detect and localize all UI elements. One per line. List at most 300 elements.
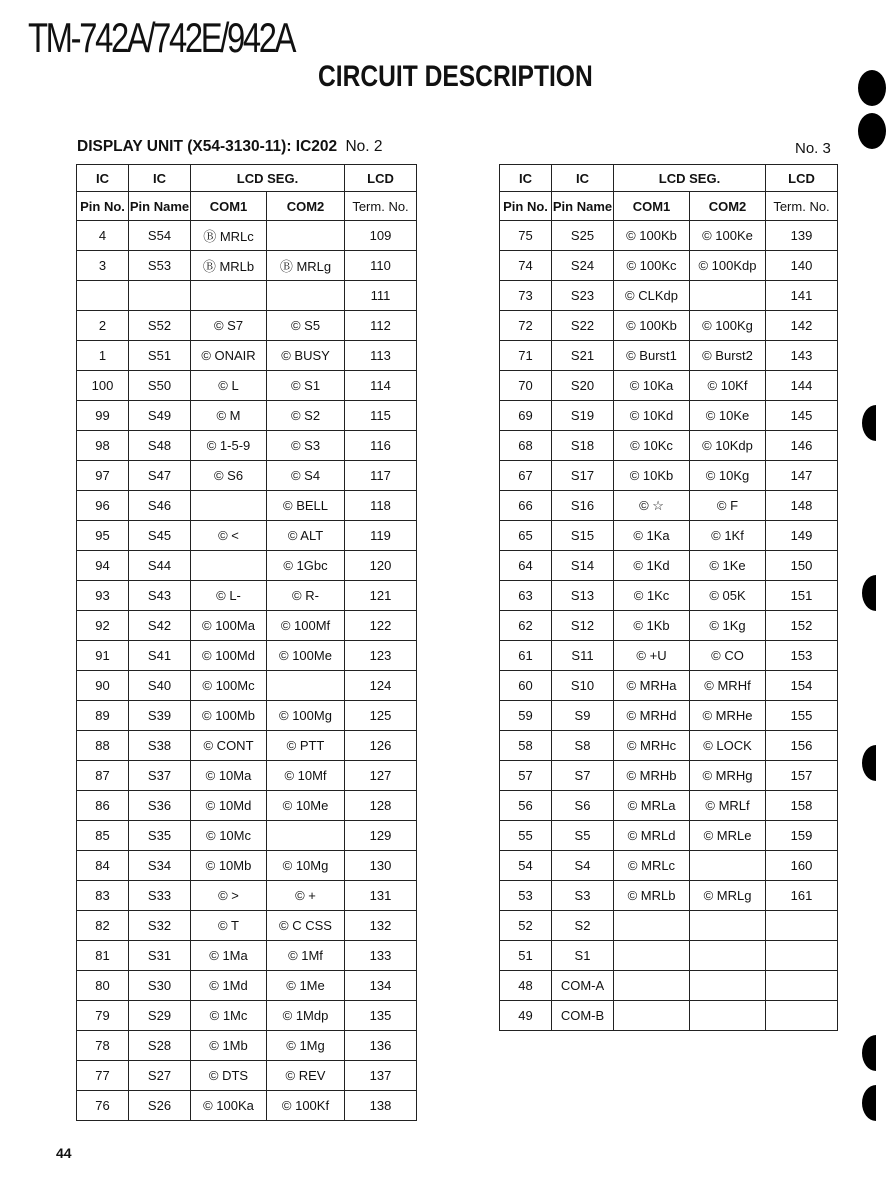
table-row	[77, 251, 417, 281]
pin-name: S28	[129, 1031, 191, 1061]
com2-segment: © PTT	[267, 731, 345, 761]
pin-name: S40	[129, 671, 191, 701]
pin-number: 58	[500, 731, 552, 761]
binder-tab-mark	[862, 745, 890, 781]
header-ic: IC	[77, 165, 129, 192]
com1-segment: © 10Kb	[614, 461, 690, 491]
binder-tab-mark	[858, 70, 886, 106]
lcd-term-number: 130	[345, 851, 417, 881]
binder-tab-mark	[858, 113, 886, 149]
com2-segment: © 1Me	[267, 971, 345, 1001]
com2-segment: © 100Mg	[267, 701, 345, 731]
com2-segment: © CO	[690, 641, 766, 671]
pin-number: 80	[77, 971, 129, 1001]
com2-segment	[267, 281, 345, 311]
header-lcd: LCD	[766, 165, 838, 192]
com2-segment: © 05K	[690, 581, 766, 611]
pin-name: S22	[552, 311, 614, 341]
lcd-term-number: 128	[345, 791, 417, 821]
pin-number: 4	[77, 221, 129, 251]
lcd-term-number: 126	[345, 731, 417, 761]
pin-name: S19	[552, 401, 614, 431]
pin-name: S7	[552, 761, 614, 791]
header-pin-name: Pin Name	[552, 192, 614, 221]
pin-number: 59	[500, 701, 552, 731]
com1-segment: © 10Ma	[191, 761, 267, 791]
table-row	[500, 611, 838, 641]
lcd-term-number: 136	[345, 1031, 417, 1061]
pin-name: S35	[129, 821, 191, 851]
com2-segment: © MRHg	[690, 761, 766, 791]
pin-name: S20	[552, 371, 614, 401]
pin-name: S4	[552, 851, 614, 881]
header-com2: COM2	[690, 192, 766, 221]
com1-segment: © Burst1	[614, 341, 690, 371]
table-row	[500, 1001, 838, 1031]
com1-segment: © +U	[614, 641, 690, 671]
table-row	[500, 401, 838, 431]
com2-segment: © 100Kf	[267, 1091, 345, 1121]
com1-segment: © 10Md	[191, 791, 267, 821]
com2-segment: © 100Kdp	[690, 251, 766, 281]
com2-segment: Ⓑ MRLg	[267, 251, 345, 281]
pin-number: 54	[500, 851, 552, 881]
com2-segment: © S5	[267, 311, 345, 341]
lcd-term-number: 113	[345, 341, 417, 371]
pin-name: S9	[552, 701, 614, 731]
pin-number: 57	[500, 761, 552, 791]
com2-segment: © 100Kg	[690, 311, 766, 341]
lcd-term-number: 154	[766, 671, 838, 701]
lcd-term-number: 151	[766, 581, 838, 611]
com1-segment: © 100Kb	[614, 311, 690, 341]
lcd-term-number: 120	[345, 551, 417, 581]
pin-number: 56	[500, 791, 552, 821]
com2-segment	[267, 221, 345, 251]
pin-name: S25	[552, 221, 614, 251]
com1-segment: © L-	[191, 581, 267, 611]
com1-segment: © MRLb	[614, 881, 690, 911]
com1-segment: © 1Mc	[191, 1001, 267, 1031]
pin-number: 99	[77, 401, 129, 431]
lcd-term-number: 161	[766, 881, 838, 911]
pin-name: S49	[129, 401, 191, 431]
com2-segment	[690, 281, 766, 311]
com1-segment: © 100Ka	[191, 1091, 267, 1121]
table-row	[500, 701, 838, 731]
subtitle-text: DISPLAY UNIT (X54-3130-11): IC202	[77, 138, 338, 155]
pin-number: 98	[77, 431, 129, 461]
com2-segment: © BUSY	[267, 341, 345, 371]
pin-number: 77	[77, 1061, 129, 1091]
pin-number: 84	[77, 851, 129, 881]
com1-segment: © 1Ma	[191, 941, 267, 971]
com1-segment: © ONAIR	[191, 341, 267, 371]
lcd-term-number: 141	[766, 281, 838, 311]
com2-segment	[690, 1001, 766, 1031]
pin-number: 66	[500, 491, 552, 521]
header-com1: COM1	[614, 192, 690, 221]
pin-number: 94	[77, 551, 129, 581]
pin-number: 69	[500, 401, 552, 431]
table-row	[77, 1091, 417, 1121]
pin-name: COM-A	[552, 971, 614, 1001]
com1-segment: Ⓑ MRLb	[191, 251, 267, 281]
com2-segment: © MRHf	[690, 671, 766, 701]
com1-segment: © DTS	[191, 1061, 267, 1091]
table-row	[500, 671, 838, 701]
header-com1: COM1	[191, 192, 267, 221]
pin-name: S39	[129, 701, 191, 731]
pin-number: 68	[500, 431, 552, 461]
pin-number: 63	[500, 581, 552, 611]
pin-name: S1	[552, 941, 614, 971]
lcd-term-number: 133	[345, 941, 417, 971]
com2-segment: © 1Ke	[690, 551, 766, 581]
pin-name: S34	[129, 851, 191, 881]
table-row	[500, 791, 838, 821]
pin-name: S52	[129, 311, 191, 341]
pin-number: 71	[500, 341, 552, 371]
com1-segment: © S7	[191, 311, 267, 341]
pin-name: S2	[552, 911, 614, 941]
com2-segment: © 10Mf	[267, 761, 345, 791]
pin-number: 78	[77, 1031, 129, 1061]
com2-segment: © S3	[267, 431, 345, 461]
com1-segment: © 1Kb	[614, 611, 690, 641]
com1-segment: © MRHb	[614, 761, 690, 791]
com1-segment	[614, 1001, 690, 1031]
pin-number: 64	[500, 551, 552, 581]
binder-tab-mark	[862, 1035, 890, 1071]
pin-name: S42	[129, 611, 191, 641]
pin-name: S8	[552, 731, 614, 761]
section-subtitle	[77, 138, 383, 156]
pin-number: 70	[500, 371, 552, 401]
lcd-term-number: 111	[345, 281, 417, 311]
com1-segment: © 1Ka	[614, 521, 690, 551]
pin-name: S47	[129, 461, 191, 491]
pin-number: 95	[77, 521, 129, 551]
pin-name: S38	[129, 731, 191, 761]
com2-segment	[690, 911, 766, 941]
pin-number: 75	[500, 221, 552, 251]
pin-name: S24	[552, 251, 614, 281]
pin-name: COM-B	[552, 1001, 614, 1031]
com1-segment: © >	[191, 881, 267, 911]
com2-segment: © 1Gbc	[267, 551, 345, 581]
lcd-term-number: 156	[766, 731, 838, 761]
page-title: CIRCUIT DESCRIPTION	[318, 60, 593, 93]
pin-number: 86	[77, 791, 129, 821]
com1-segment	[614, 911, 690, 941]
table-row	[77, 431, 417, 461]
pin-name: S13	[552, 581, 614, 611]
table-row	[77, 581, 417, 611]
header-pin-name: Pin Name	[129, 192, 191, 221]
pin-number: 3	[77, 251, 129, 281]
lcd-term-number: 159	[766, 821, 838, 851]
pin-number: 49	[500, 1001, 552, 1031]
com2-segment	[267, 821, 345, 851]
com2-segment	[690, 971, 766, 1001]
com1-segment: © CLKdp	[614, 281, 690, 311]
lcd-term-number: 147	[766, 461, 838, 491]
com2-segment: © MRLg	[690, 881, 766, 911]
com1-segment: © CONT	[191, 731, 267, 761]
lcd-term-number: 115	[345, 401, 417, 431]
com2-segment: © 10Kg	[690, 461, 766, 491]
lcd-term-number: 127	[345, 761, 417, 791]
table-row	[77, 1001, 417, 1031]
com2-segment: © 10Mg	[267, 851, 345, 881]
com1-segment: Ⓑ MRLc	[191, 221, 267, 251]
page-number: 44	[56, 1145, 72, 1161]
lcd-term-number: 140	[766, 251, 838, 281]
com2-segment: © 100Mf	[267, 611, 345, 641]
pin-number: 93	[77, 581, 129, 611]
table-row	[77, 701, 417, 731]
pin-name: S21	[552, 341, 614, 371]
table-row	[500, 461, 838, 491]
com2-segment: © 10Me	[267, 791, 345, 821]
pin-name: S54	[129, 221, 191, 251]
pin-number: 65	[500, 521, 552, 551]
com2-segment: © +	[267, 881, 345, 911]
table-row	[77, 341, 417, 371]
pin-name: S30	[129, 971, 191, 1001]
com1-segment: © T	[191, 911, 267, 941]
com2-segment: © MRLf	[690, 791, 766, 821]
lcd-term-number: 109	[345, 221, 417, 251]
table-row	[77, 551, 417, 581]
pin-number: 97	[77, 461, 129, 491]
com1-segment: © 1Kd	[614, 551, 690, 581]
com2-segment	[690, 851, 766, 881]
binder-tab-mark	[862, 575, 890, 611]
com1-segment: © 1-5-9	[191, 431, 267, 461]
pin-number: 51	[500, 941, 552, 971]
pin-number: 87	[77, 761, 129, 791]
table-row	[77, 761, 417, 791]
table-row	[500, 431, 838, 461]
com2-segment: © Burst2	[690, 341, 766, 371]
pin-name: S3	[552, 881, 614, 911]
com1-segment	[191, 551, 267, 581]
com1-segment: © MRLd	[614, 821, 690, 851]
pin-number: 2	[77, 311, 129, 341]
header-pin-no: Pin No.	[77, 192, 129, 221]
pin-name: S16	[552, 491, 614, 521]
table-row	[77, 281, 417, 311]
lcd-term-number: 117	[345, 461, 417, 491]
com2-segment: © F	[690, 491, 766, 521]
com1-segment: © 1Md	[191, 971, 267, 1001]
com2-segment: © 10Kf	[690, 371, 766, 401]
table-row	[77, 401, 417, 431]
pin-name: S32	[129, 911, 191, 941]
binder-tab-mark	[862, 405, 890, 441]
pin-name: S6	[552, 791, 614, 821]
com1-segment: © MRLc	[614, 851, 690, 881]
binder-tab-mark	[862, 1085, 890, 1121]
com2-segment: © 1Kg	[690, 611, 766, 641]
com1-segment: © 100Md	[191, 641, 267, 671]
table-row	[500, 311, 838, 341]
pin-name: S51	[129, 341, 191, 371]
table-row	[500, 371, 838, 401]
pin-name: S48	[129, 431, 191, 461]
lcd-term-number	[766, 911, 838, 941]
pin-number: 55	[500, 821, 552, 851]
model-number: TM-742A/742E/942A	[28, 14, 295, 61]
com2-segment: © 100Ke	[690, 221, 766, 251]
lcd-term-number: 144	[766, 371, 838, 401]
pin-name: S15	[552, 521, 614, 551]
com2-segment: © 10Kdp	[690, 431, 766, 461]
pin-number	[77, 281, 129, 311]
pin-number: 90	[77, 671, 129, 701]
pin-number: 73	[500, 281, 552, 311]
com2-segment: © ALT	[267, 521, 345, 551]
lcd-term-number: 149	[766, 521, 838, 551]
table-row	[500, 941, 838, 971]
com1-segment: © 100Kc	[614, 251, 690, 281]
pin-name: S23	[552, 281, 614, 311]
pin-name: S36	[129, 791, 191, 821]
com1-segment: © 10Mc	[191, 821, 267, 851]
table-row	[77, 611, 417, 641]
lcd-term-number	[766, 971, 838, 1001]
table-row	[500, 251, 838, 281]
header-term-no: Term. No.	[345, 192, 417, 221]
header-com2: COM2	[267, 192, 345, 221]
pin-name: S53	[129, 251, 191, 281]
pin-name: S37	[129, 761, 191, 791]
lcd-term-number: 135	[345, 1001, 417, 1031]
table-row	[77, 491, 417, 521]
com1-segment: © MRHa	[614, 671, 690, 701]
lcd-term-number: 129	[345, 821, 417, 851]
com1-segment: © 10Ka	[614, 371, 690, 401]
com1-segment: © ☆	[614, 491, 690, 521]
lcd-term-number: 155	[766, 701, 838, 731]
table-row	[500, 491, 838, 521]
table-row	[77, 941, 417, 971]
pin-name: S27	[129, 1061, 191, 1091]
com1-segment: © MRHc	[614, 731, 690, 761]
lcd-term-number: 145	[766, 401, 838, 431]
pin-name: S45	[129, 521, 191, 551]
com2-segment: © 1Mdp	[267, 1001, 345, 1031]
pin-number: 83	[77, 881, 129, 911]
pin-name: S43	[129, 581, 191, 611]
com2-segment: © 1Kf	[690, 521, 766, 551]
table-row	[500, 221, 838, 251]
com1-segment: © 10Kd	[614, 401, 690, 431]
header-ic: IC	[500, 165, 552, 192]
lcd-term-number: 143	[766, 341, 838, 371]
pin-name: S29	[129, 1001, 191, 1031]
subtitle-number: No. 2	[345, 138, 383, 155]
com2-segment: © S2	[267, 401, 345, 431]
lcd-term-number: 122	[345, 611, 417, 641]
pin-number: 89	[77, 701, 129, 731]
table-row	[500, 821, 838, 851]
header-term-no: Term. No.	[766, 192, 838, 221]
table-row	[500, 281, 838, 311]
pin-number: 91	[77, 641, 129, 671]
table-row	[500, 911, 838, 941]
pin-name: S31	[129, 941, 191, 971]
com2-segment	[690, 941, 766, 971]
header-ic: IC	[129, 165, 191, 192]
com2-segment: © 100Me	[267, 641, 345, 671]
com1-segment: © M	[191, 401, 267, 431]
header-lcd: LCD	[345, 165, 417, 192]
lcd-term-number: 125	[345, 701, 417, 731]
table-row	[77, 221, 417, 251]
com1-segment: © 100Mb	[191, 701, 267, 731]
pin-table-left	[76, 164, 417, 1121]
pin-number: 92	[77, 611, 129, 641]
pin-number: 74	[500, 251, 552, 281]
table-row	[500, 341, 838, 371]
com1-segment: © S6	[191, 461, 267, 491]
pin-name: S44	[129, 551, 191, 581]
header-pin-no: Pin No.	[500, 192, 552, 221]
pin-number: 81	[77, 941, 129, 971]
com1-segment	[191, 281, 267, 311]
lcd-term-number: 131	[345, 881, 417, 911]
pin-number: 62	[500, 611, 552, 641]
pin-name: S26	[129, 1091, 191, 1121]
lcd-term-number: 148	[766, 491, 838, 521]
pin-number: 82	[77, 911, 129, 941]
pin-name: S17	[552, 461, 614, 491]
table-row	[500, 881, 838, 911]
section-subtitle-right: No. 3	[795, 140, 831, 157]
pin-name: S12	[552, 611, 614, 641]
com2-segment: © 10Ke	[690, 401, 766, 431]
table-row	[500, 641, 838, 671]
com1-segment: © 100Mc	[191, 671, 267, 701]
table-row	[77, 881, 417, 911]
com1-segment: © 100Ma	[191, 611, 267, 641]
table-row	[77, 1031, 417, 1061]
pin-name: S41	[129, 641, 191, 671]
header-ic: IC	[552, 165, 614, 192]
pin-number: 60	[500, 671, 552, 701]
pin-number: 61	[500, 641, 552, 671]
pin-number: 96	[77, 491, 129, 521]
lcd-term-number: 139	[766, 221, 838, 251]
pin-name: S10	[552, 671, 614, 701]
lcd-term-number	[766, 1001, 838, 1031]
com1-segment: © 100Kb	[614, 221, 690, 251]
pin-name: S18	[552, 431, 614, 461]
table-row	[500, 761, 838, 791]
lcd-term-number	[766, 941, 838, 971]
lcd-term-number: 116	[345, 431, 417, 461]
table-row	[77, 1061, 417, 1091]
com1-segment	[614, 971, 690, 1001]
com1-segment: © 10Mb	[191, 851, 267, 881]
table-row	[500, 581, 838, 611]
table-row	[77, 821, 417, 851]
lcd-term-number: 158	[766, 791, 838, 821]
com2-segment: © LOCK	[690, 731, 766, 761]
